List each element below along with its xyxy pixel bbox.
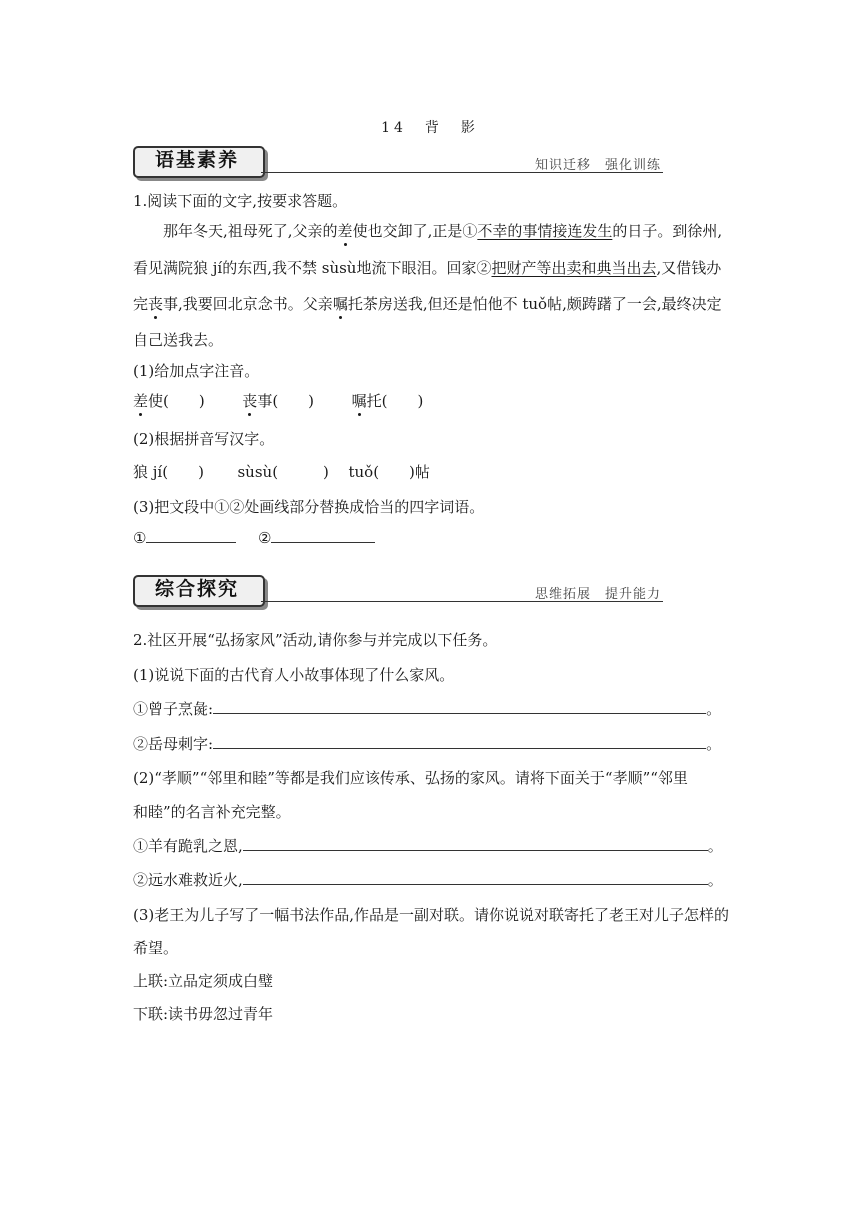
passage-line-1 [163, 220, 722, 241]
pinyin-item: 嘱托( ) [351, 392, 424, 410]
passage-line-2 [133, 257, 721, 278]
q2-part-3-line-1: (3)老王为儿子写了一幅书法作品,作品是一副对联。请你说说对联寄托了老王对儿子怎样的 [133, 906, 730, 924]
answer-blank[interactable] [213, 734, 706, 749]
text: ②远水难救近火, [133, 871, 243, 889]
banner-label: 语基素养 [154, 149, 239, 171]
q2-part-2-b [133, 869, 723, 890]
q1-part-1-items [133, 390, 423, 411]
section-banner-basics [133, 146, 663, 184]
dotted-char: 差 [337, 222, 353, 240]
text: 。 [707, 837, 723, 855]
q2-part-1: (1)说说下面的古代育人小故事体现了什么家风。 [133, 666, 455, 684]
pinyin-item: 丧事( ) [242, 392, 315, 410]
q2-part-2-line-2: 和睦”的名言补充完整。 [133, 803, 291, 821]
q2-part-2-a [133, 835, 723, 856]
passage-line-4: 自己送我去。 [133, 331, 224, 349]
banner-subtitle: 知识迁移 强化训练 [534, 158, 661, 173]
text: 。 [707, 871, 723, 889]
q1-part-1: (1)给加点字注音。 [133, 362, 260, 380]
dotted-char: 嘱 [332, 295, 348, 313]
text: 使也交卸了,正是① [352, 222, 478, 240]
dotted-char: 丧 [148, 295, 164, 313]
text: ,又借钱办 [656, 259, 722, 277]
text: 。 [706, 700, 722, 718]
passage-line-3 [133, 293, 722, 314]
question-2-stem: 2.社区开展“弘扬家风”活动,请你参与并完成以下任务。 [133, 631, 498, 649]
page-title: 14 背 影 [381, 120, 479, 136]
q2-part-3-line-2: 希望。 [133, 939, 179, 957]
answer-blank[interactable] [243, 870, 708, 885]
answer-blank-1[interactable] [146, 528, 236, 543]
text: 完 [133, 295, 149, 313]
q2-part-1-b [133, 733, 721, 754]
answer-label: ② [258, 529, 272, 547]
text: ②岳母刺字: [133, 735, 214, 753]
text: 的日子。到徐州, [612, 222, 723, 240]
q1-part-2-items [133, 461, 430, 482]
text: 那年冬天,祖母死了,父亲的 [163, 222, 338, 240]
underlined-phrase-2: 把财产等出卖和典当出去 [491, 259, 657, 277]
q1-part-3: (3)把文段中①②处画线部分替换成恰当的四字词语。 [133, 498, 485, 516]
text: 。 [706, 735, 722, 753]
answer-blank[interactable] [243, 836, 708, 851]
text: ①羊有跪乳之恩, [133, 837, 243, 855]
section-banner-explore [133, 575, 663, 613]
text: 看见满院狼 jí的东西,我不禁 sùsù地流下眼泪。回家② [133, 259, 492, 277]
pinyin-item: 差使( ) [133, 392, 205, 410]
couplet-upper: 上联:立品定须成白璧 [133, 972, 274, 990]
q2-part-1-a [133, 698, 721, 719]
hanzi-item: tuǒ( )帖 [348, 463, 430, 481]
question-1-stem: 1.阅读下面的文字,按要求答题。 [133, 192, 348, 210]
q1-part-3-answers [133, 528, 375, 547]
q1-part-2: (2)根据拼音写汉字。 [133, 430, 275, 448]
q2-part-2-line-1: (2)“孝顺”“邻里和睦”等都是我们应该传承、弘扬的家风。请将下面关于“孝顺”“邻里 [133, 769, 688, 787]
text: ①曾子烹彘: [133, 700, 214, 718]
answer-label: ① [133, 529, 147, 547]
text: 托茶房送我,但还是怕他不 tuǒ帖,颇踌躇了一会,最终决定 [347, 295, 722, 313]
couplet-lower: 下联:读书毋忽过青年 [133, 1005, 274, 1023]
answer-blank-2[interactable] [271, 528, 375, 543]
banner-label: 综合探究 [154, 578, 239, 600]
text: 事,我要回北京念书。父亲 [163, 295, 333, 313]
hanzi-item: sùsù( ) [237, 463, 329, 481]
hanzi-item: 狼 jí( ) [133, 463, 204, 481]
banner-subtitle: 思维拓展 提升能力 [534, 587, 661, 602]
underlined-phrase-1: 不幸的事情接连发生 [477, 222, 613, 240]
answer-blank[interactable] [213, 699, 706, 714]
